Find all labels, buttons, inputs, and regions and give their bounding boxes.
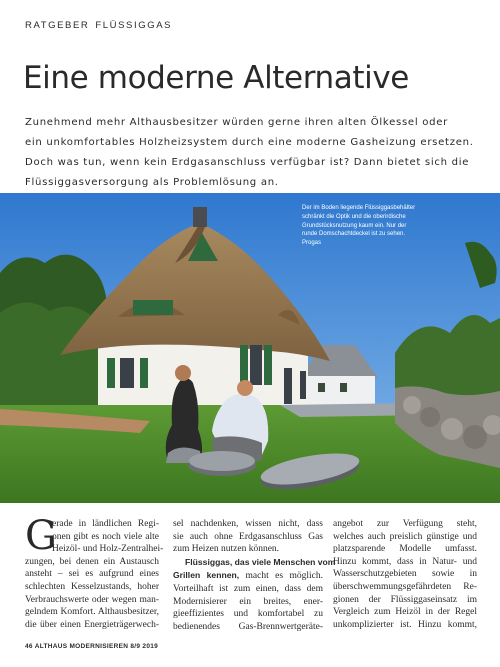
page-footer: 46 ALTHAUS MODERNISIEREN 8/9 2019 — [25, 643, 159, 650]
body-line: gieeffizientes und komfortabel zu — [173, 609, 323, 620]
section-kicker — [25, 20, 172, 31]
body-line: Vorteilhaft ist zum einen, dass dem — [173, 583, 323, 594]
article-lead — [25, 113, 485, 193]
body-line: erade in ländlichen Regi- — [52, 519, 159, 529]
body-line: platzsparende Modelle umfasst. — [333, 544, 477, 555]
body-line: schlechten Kesselzustands, hoher — [25, 581, 159, 592]
bold-lead-in-cont: Grillen kennen, — [173, 570, 240, 581]
body-line: überschwemmungsgefährdeten Re- — [333, 581, 477, 592]
caption-line: Der im Boden liegende Flüssiggasbehälter — [302, 205, 416, 211]
caption-line: schränkt die Optik und die oberirdische — [302, 213, 406, 220]
body-line — [173, 569, 323, 583]
caption-line: runde Domschachtdeckel ist zu sehen. — [302, 231, 406, 238]
body-line: welches auch preislich günstige und — [333, 531, 477, 542]
body-line: zum Heizen nutzen können. — [173, 544, 280, 555]
body-line-highlight — [173, 556, 336, 570]
kicker-topic: FLÜSSIGGAS — [95, 20, 173, 31]
article-headline: Eine moderne Alternative — [23, 60, 409, 96]
body-line: Vergleich zum Heizöl in der Regel — [333, 607, 477, 618]
text-column-2 — [173, 518, 336, 633]
body-line: Wasserschutzgebieten sowie in — [333, 569, 477, 580]
body-line: Modernisierer ein breites, ener- — [173, 596, 323, 607]
body-line: gelndem Komfort. Althausbesitzer, — [25, 607, 159, 618]
body-line: angebot zur Verfügung steht, — [333, 519, 477, 529]
text-column-1 — [25, 513, 164, 631]
text-column-3 — [333, 518, 477, 631]
photo-caption — [302, 204, 492, 248]
lead-in-tail: macht es möglich. — [239, 571, 323, 582]
bold-lead-in: Flüssiggas, das viele Menschen vom — [185, 556, 336, 567]
caption-credit: Progas — [302, 240, 322, 247]
body-line: bedienendes Gas-Brennwertgeräte- — [173, 621, 323, 632]
lead-line: Doch was tun, wenn kein Erdgasanschluss verfügbar ist? Dann bietet sich die — [25, 157, 470, 168]
body-line: unkomplizierter ist. Hinzu kommt, — [333, 619, 477, 630]
body-line: Heizöl- und Holz-Zentralhei- — [52, 544, 164, 555]
body-line: onen gibt es noch viele alte — [52, 531, 159, 542]
body-line: gionen der Flüssiggaseinsatz im — [333, 594, 477, 605]
lead-line: Zunehmend mehr Althausbesitzer würden gerne ihren alten Ölkessel oder — [25, 117, 448, 128]
body-line: ansteht – sei es aufgrund eines — [25, 569, 159, 580]
lead-line: Flüssiggasversorgung als Problemlösung an. — [25, 177, 279, 188]
body-line: sel nachdenken, wissen nicht, dass — [173, 519, 323, 529]
body-line: die über einen Energieträgerwech- — [25, 619, 159, 630]
caption-line: Grundstücksnutzung kaum ein. Nur der — [302, 222, 407, 229]
body-line: Hinzu kommt, dass in Natur- und — [333, 556, 477, 567]
body-line: zungen, bei denen ein Austausch — [25, 556, 159, 567]
kicker-rubric: RATGEBER — [25, 20, 90, 31]
body-line: sie auch ohne Erdgasanschluss Gas — [173, 531, 323, 542]
body-line: Verbrauchswerte oder wegen man- — [25, 594, 159, 605]
drop-cap: G — [25, 513, 57, 559]
lead-line: ein unkomfortables Holzheizsystem durch eine moderne Gasheizung ersetzen. — [25, 137, 474, 148]
